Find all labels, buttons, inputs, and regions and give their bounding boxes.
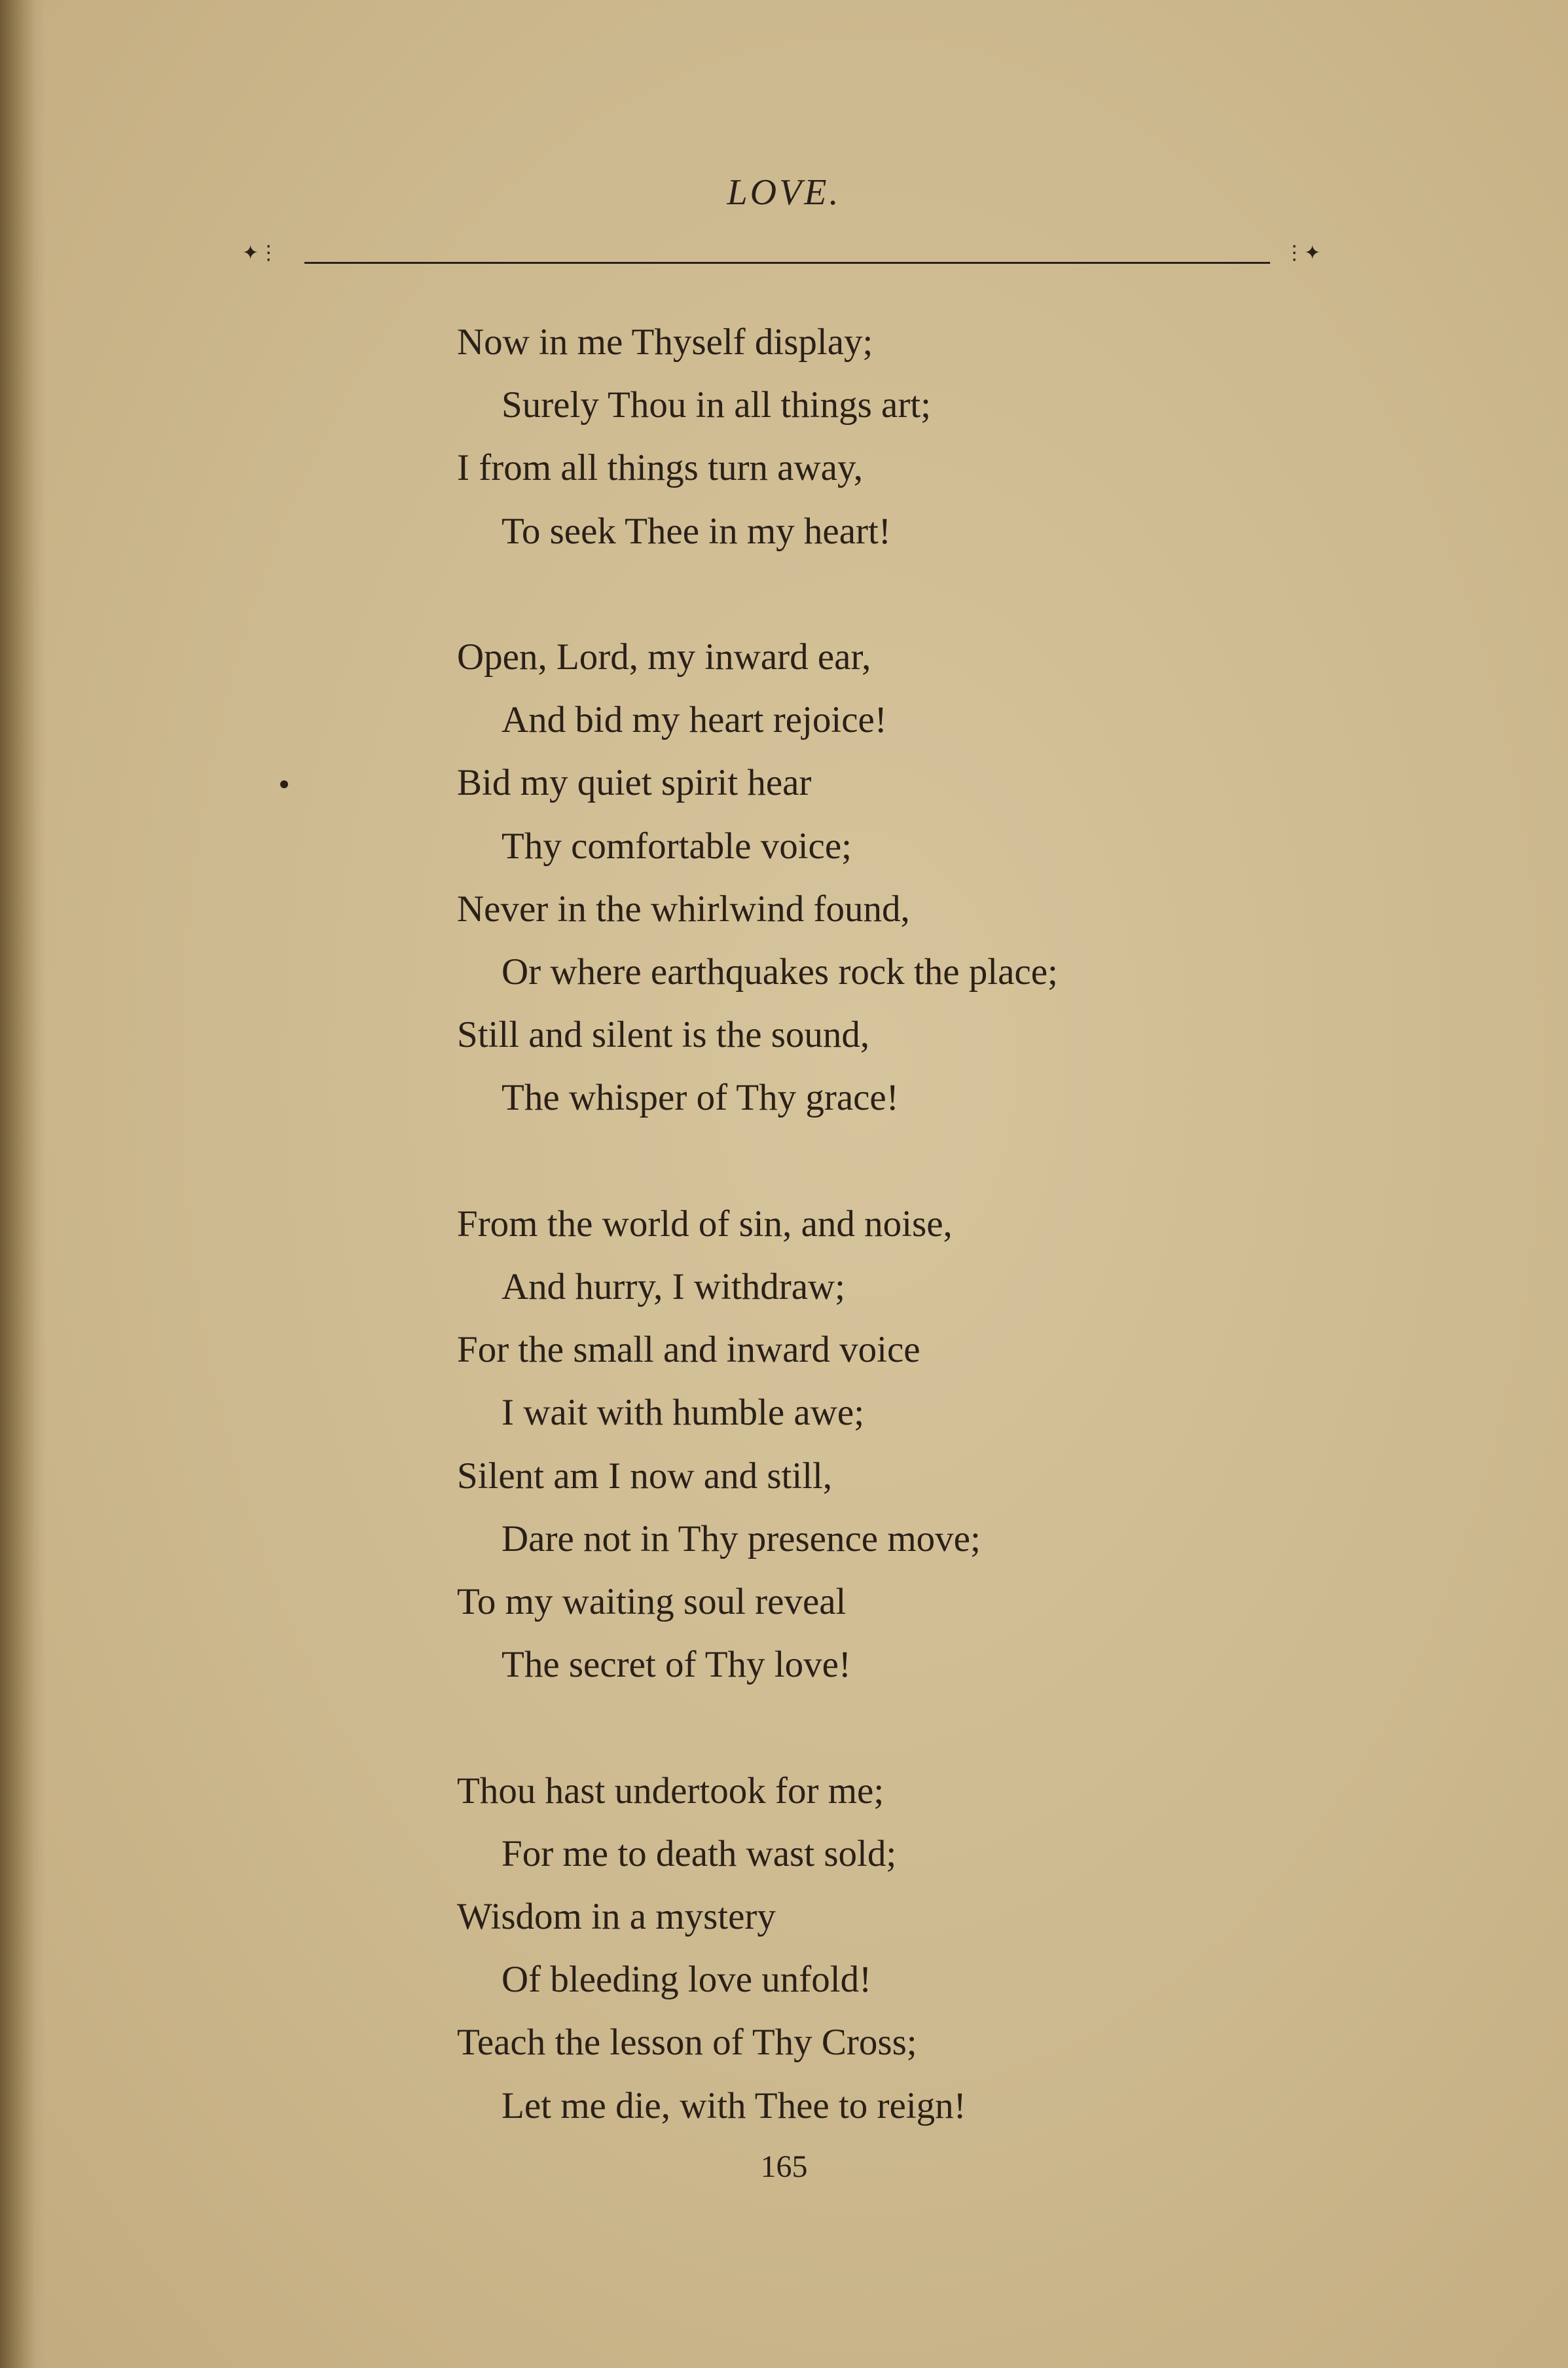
poem-line: To my waiting soul reveal xyxy=(457,1581,847,1623)
poem-line: Surely Thou in all things art; xyxy=(501,384,931,426)
poem-line: To seek Thee in my heart! xyxy=(501,510,891,552)
poem-line: Or where earthquakes rock the place; xyxy=(501,951,1058,993)
book-spine-shadow xyxy=(0,0,46,2368)
poem-line: Teach the lesson of Thy Cross; xyxy=(457,2022,917,2064)
ink-speck-icon xyxy=(280,780,288,788)
poem-line: And bid my heart rejoice! xyxy=(501,699,887,741)
poem xyxy=(457,311,1058,2138)
poem-line: Wisdom in a mystery xyxy=(457,1896,776,1938)
stanza-break xyxy=(457,1696,1058,1759)
poem-line: Now in me Thyself display; xyxy=(457,321,873,363)
poem-line: And hurry, I withdraw; xyxy=(501,1266,846,1308)
poem-line: The secret of Thy love! xyxy=(501,1644,851,1686)
page-number: 165 xyxy=(760,2149,808,2184)
poem-line: For me to death wast sold; xyxy=(501,1832,897,1874)
poem-line: Let me die, with Thee to reign! xyxy=(501,2085,966,2126)
ornament-right-icon: ⋮✦ xyxy=(1285,242,1321,264)
poem-line: The whisper of Thy grace! xyxy=(501,1077,899,1119)
header-rule xyxy=(304,262,1270,264)
poem-line: For the small and inward voice xyxy=(457,1329,921,1371)
poem-line: From the world of sin, and noise, xyxy=(457,1203,953,1245)
poem-line: I from all things turn away, xyxy=(457,447,863,489)
poem-line: Open, Lord, my inward ear, xyxy=(457,636,871,678)
poem-line: Thou hast undertook for me; xyxy=(457,1770,884,1812)
poem-line: Still and silent is the sound, xyxy=(457,1014,870,1056)
poem-line: I wait with humble awe; xyxy=(501,1392,865,1434)
running-head: LOVE. xyxy=(727,172,841,213)
poem-line: Dare not in Thy presence move; xyxy=(501,1518,981,1559)
poem-line: Silent am I now and still, xyxy=(457,1455,833,1497)
ornament-left-icon: ✦⋮ xyxy=(242,242,279,264)
poem-line: Never in the whirlwind found, xyxy=(457,888,910,930)
stanza-break xyxy=(457,563,1058,626)
stanza-break xyxy=(457,1130,1058,1193)
poem-line: Of bleeding love unfold! xyxy=(501,1959,872,2001)
poem-line: Thy comfortable voice; xyxy=(501,825,852,867)
poem-line: Bid my quiet spirit hear xyxy=(457,762,812,804)
